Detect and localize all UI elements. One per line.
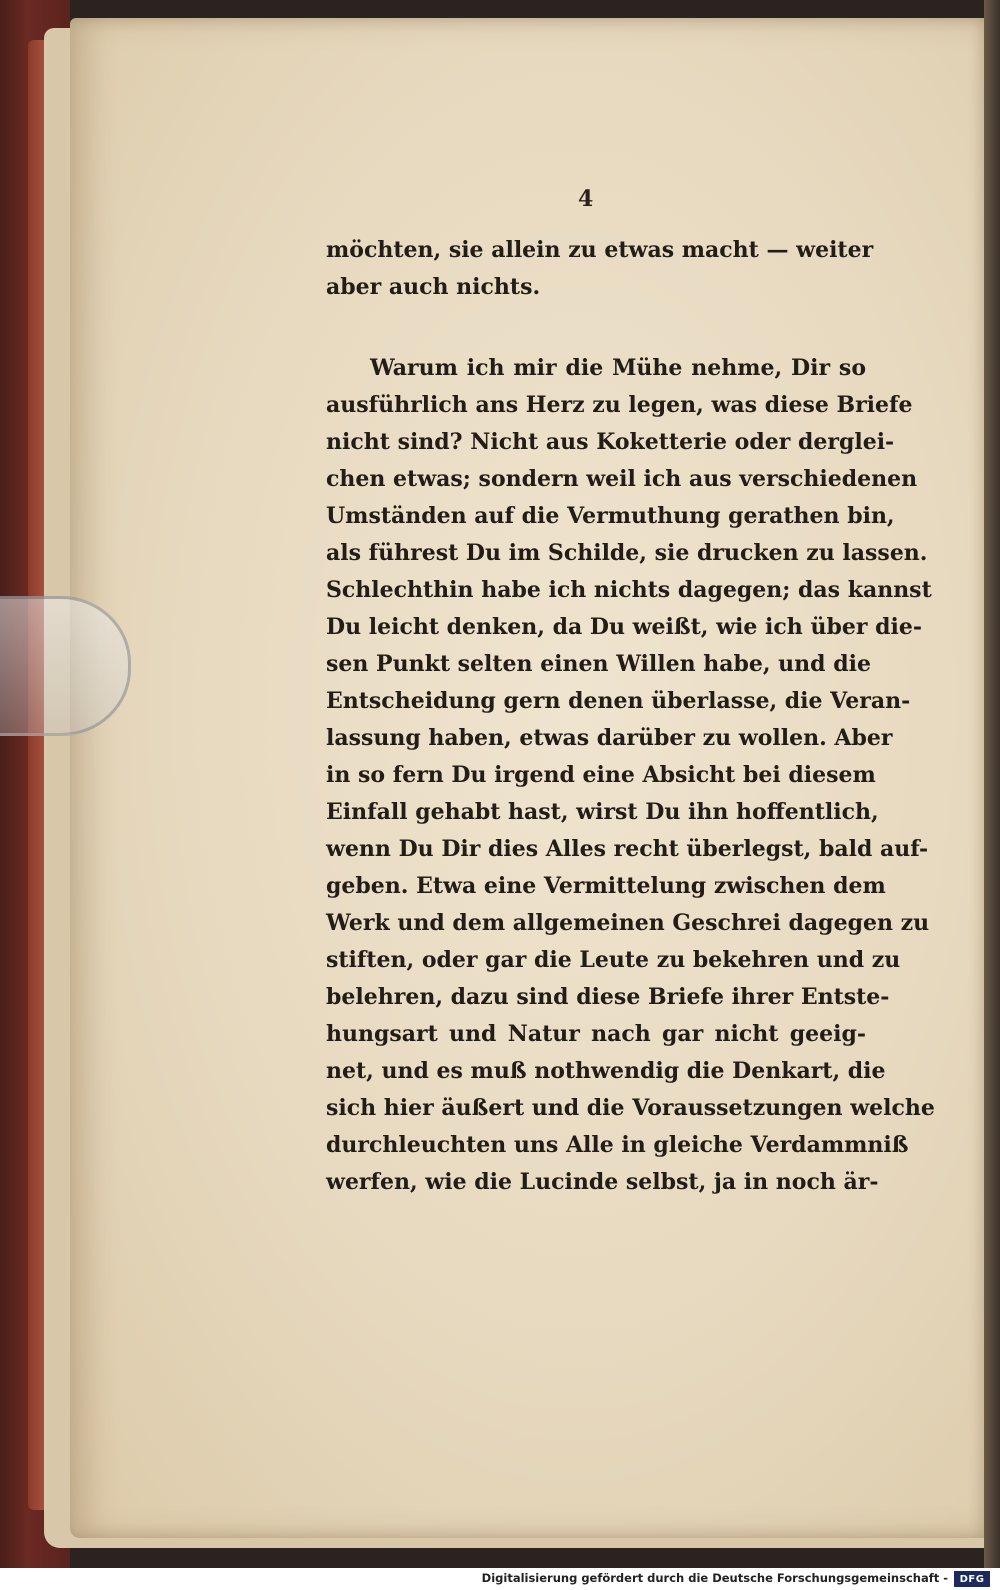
text-line: sen Punkt selten einen Willen habe, und die xyxy=(326,651,871,677)
text-line: sich hier äußert und die Voraussetzungen welche xyxy=(326,1095,935,1121)
text-line: belehren, dazu sind diese Briefe ihrer Entste- xyxy=(326,984,890,1010)
paragraph-gap xyxy=(326,306,866,350)
text-line: Entscheidung gern denen überlasse, die Veran- xyxy=(326,688,911,714)
text-line: Umständen auf die Vermuthung gerathen bin, xyxy=(326,503,895,529)
text-line: hungsart und Natur nach gar nicht geeig- xyxy=(326,1021,866,1047)
text-line: Warum ich mir die Mühe nehme, Dir so xyxy=(370,355,866,381)
text-line: möchten, sie allein zu etwas macht — weiter xyxy=(326,237,874,263)
text-line: chen etwas; sondern weil ich aus verschiedenen xyxy=(326,466,918,492)
text-line: nicht sind? Nicht aus Koketterie oder derglei- xyxy=(326,429,895,455)
text-line: Einfall gehabt hast, wirst Du ihn hoffentlich, xyxy=(326,799,879,825)
text-line: stiften, oder gar die Leute zu bekehren und zu xyxy=(326,947,901,973)
page-number: 4 xyxy=(578,186,594,212)
body-text xyxy=(326,232,935,1201)
text-line: lassung haben, etwas darüber zu wollen. Aber xyxy=(326,725,893,751)
dfg-logo: DFG xyxy=(954,1571,990,1587)
text-line: ausführlich ans Herz zu legen, was diese Briefe xyxy=(326,392,913,418)
text-line: in so fern Du irgend eine Absicht bei diesem xyxy=(326,762,876,788)
text-line: werfen, wie die Lucinde selbst, ja in noch är- xyxy=(326,1169,879,1195)
text-line: net, und es muß nothwendig die Denkart, die xyxy=(326,1058,886,1084)
footer xyxy=(0,1568,1000,1590)
text-line: als führest Du im Schilde, sie drucken zu lassen. xyxy=(326,540,928,566)
text-line: durchleuchten uns Alle in gleiche Verdammniß xyxy=(326,1132,909,1158)
text-line: Du leicht denken, da Du weißt, wie ich über die- xyxy=(326,614,922,640)
page-clip xyxy=(0,596,131,736)
text-line: Werk und dem allgemeinen Geschrei dagegen zu xyxy=(326,910,930,936)
binding-edge xyxy=(984,0,1000,1568)
funding-credit: Digitalisierung gefördert durch die Deutsche Forschungsgemeinschaft - xyxy=(481,1571,948,1585)
text-line: aber auch nichts. xyxy=(326,274,541,300)
text-line: Schlechthin habe ich nichts dagegen; das kannst xyxy=(326,577,932,603)
text-line: geben. Etwa eine Vermittelung zwischen dem xyxy=(326,873,886,899)
text-line: wenn Du Dir dies Alles recht überlegst, bald auf- xyxy=(326,836,929,862)
